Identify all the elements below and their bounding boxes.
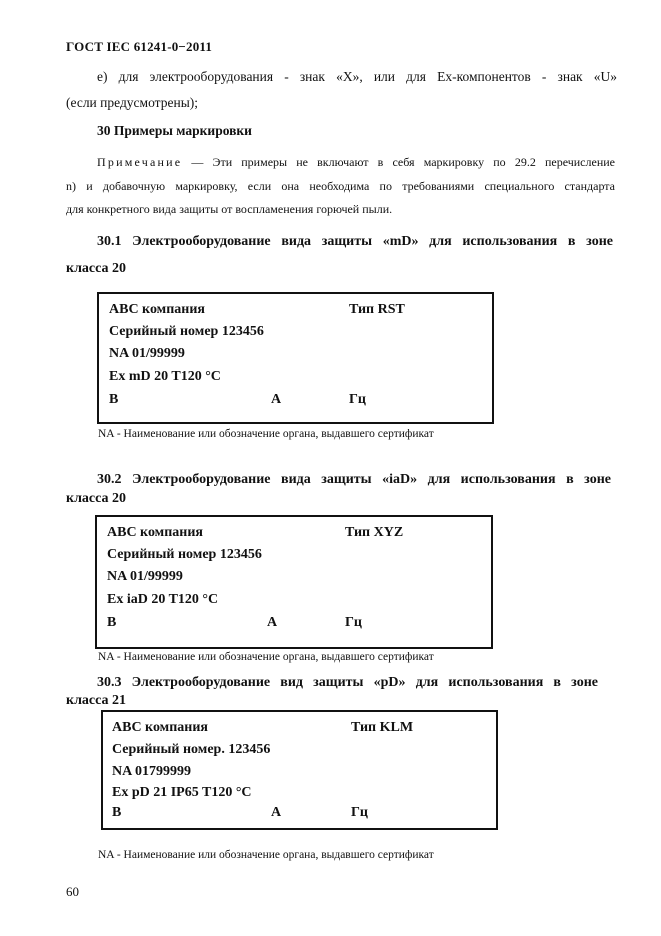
marking-plate-30-1 xyxy=(97,292,494,424)
plate-marking: Ex mD 20 T120 °C xyxy=(109,369,221,384)
plate-unit-amp: А xyxy=(271,805,282,820)
plate-unit-hz: Гц xyxy=(345,615,362,630)
note-line3: для конкретного вида защиты от воспламенения горючей пыли. xyxy=(66,202,393,216)
example-title-30-3-line2: класса 21 xyxy=(66,693,127,708)
note-text: Эти примеры не включают в себя маркировку по 29.2 перечисление xyxy=(212,155,615,169)
plate-cert: NA 01/99999 xyxy=(107,569,183,584)
page-number: 60 xyxy=(66,884,79,899)
document-header: ГОСТ IEC 61241-0−2011 xyxy=(66,39,213,54)
example-title-30-2-line2: класса 20 xyxy=(66,491,127,506)
plate-unit-amp: А xyxy=(267,615,278,630)
section-title: 30 Примеры маркировки xyxy=(97,123,252,138)
plate-company: ABC компания xyxy=(112,720,208,735)
plate-serial: Серийный номер. 123456 xyxy=(112,742,271,757)
plate-marking: Ex pD 21 IP65 T120 °C xyxy=(112,785,252,800)
caption-30-2: NA - Наименование или обозначение органа, выдавшего сертификат xyxy=(98,651,434,663)
plate-marking: Ex iaD 20 T120 °C xyxy=(107,592,219,607)
plate-cert: NA 01/99999 xyxy=(109,346,185,361)
note-line1 xyxy=(97,149,615,176)
marking-plate-30-2 xyxy=(95,515,493,649)
plate-unit-volt: В xyxy=(107,615,117,630)
example-title-30-2: 30.2 Электрооборудование вида защиты «iaD» для использования в зоне xyxy=(97,472,611,487)
plate-unit-volt: В xyxy=(112,805,122,820)
note-line2: n) и добавочную маркировку, если она необходима по требованиями специального стандарта xyxy=(66,179,615,193)
marking-plate-30-3 xyxy=(101,710,498,830)
plate-unit-amp: А xyxy=(271,392,282,407)
plate-unit-hz: Гц xyxy=(351,805,368,820)
plate-type: Тип XYZ xyxy=(345,525,404,540)
note-dash: — xyxy=(182,155,213,169)
plate-type: Тип KLM xyxy=(351,720,414,735)
plate-unit-volt: В xyxy=(109,392,119,407)
plate-serial: Серийный номер 123456 xyxy=(107,547,262,562)
plate-unit-hz: Гц xyxy=(349,392,366,407)
plate-type: Тип RST xyxy=(349,302,405,317)
plate-serial: Серийный номер 123456 xyxy=(109,324,264,339)
paragraph-e-line1: е) для электрооборудования - знак «X», или для Ex-компонентов - знак «U» xyxy=(97,69,617,84)
caption-30-1: NA - Наименование или обозначение органа, выдавшего сертификат xyxy=(98,428,434,440)
plate-cert: NA 01799999 xyxy=(112,764,191,779)
example-title-30-1-line2: класса 20 xyxy=(66,261,127,276)
caption-30-3: NA - Наименование или обозначение органа, выдавшего сертификат xyxy=(98,849,434,861)
note-label: Примечание xyxy=(97,155,183,169)
plate-company: ABC компания xyxy=(107,525,203,540)
example-title-30-3: 30.3 Электрооборудование вид защиты «pD» для использования в зоне xyxy=(97,675,598,690)
paragraph-e-line2: (если предусмотрены); xyxy=(66,95,199,110)
plate-company: ABC компания xyxy=(109,302,205,317)
example-title-30-1: 30.1 Электрооборудование вида защиты «mD» для использования в зоне xyxy=(97,234,613,249)
